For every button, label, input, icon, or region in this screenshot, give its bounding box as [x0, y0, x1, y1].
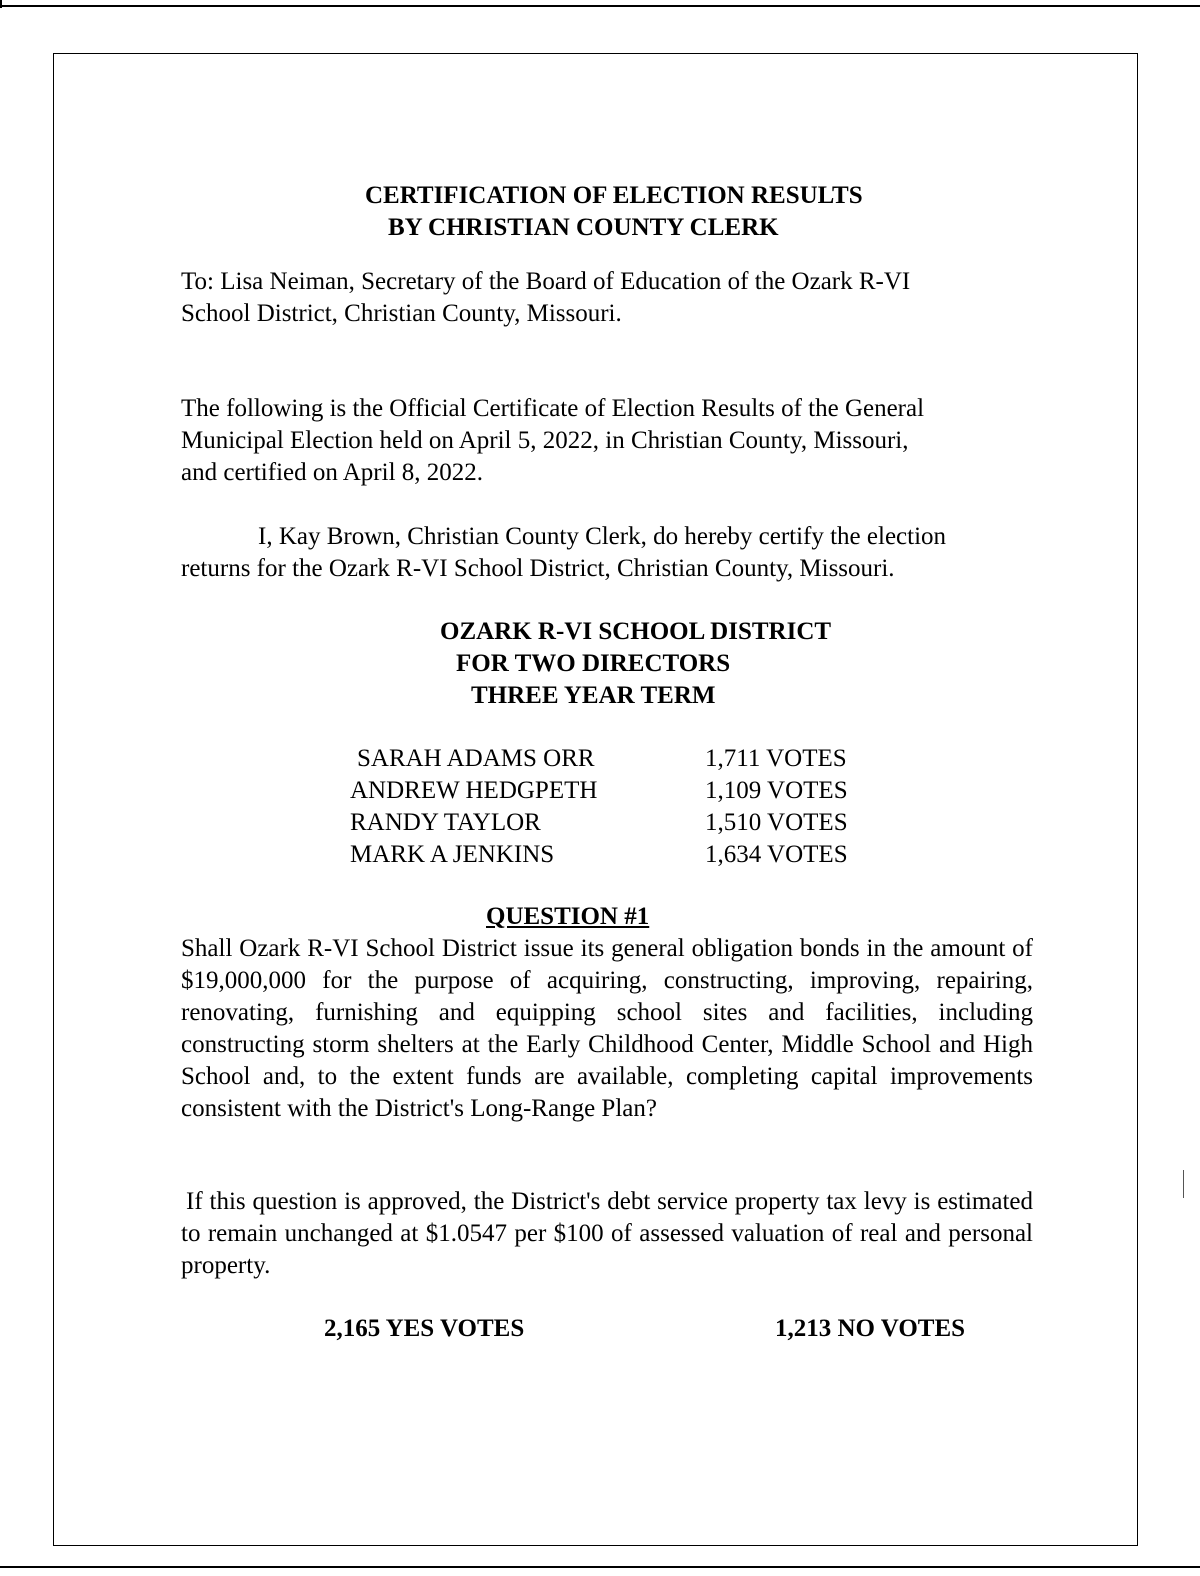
- no-votes-total: 1,213 NO VOTES: [775, 1315, 966, 1342]
- scan-edge-top: [0, 5, 1200, 7]
- scan-artifact-tick: [1183, 1170, 1184, 1198]
- intro-line-1: The following is the Official Certificate of Election Results of the General: [181, 395, 925, 422]
- intro-line-2: Municipal Election held on April 5, 2022, in Christian County, Missouri,: [181, 427, 909, 454]
- question-note: If this question is approved, the District's debt service property tax levy is estimated to remain unchanged at $1.0547 per $100 of assessed valuation of real and personal property.: [181, 1188, 1033, 1279]
- document-title-line-2: BY CHRISTIAN COUNTY CLERK: [388, 214, 779, 241]
- certify-line-2: returns for the Ozark R-VI School District, Christian County, Missouri.: [181, 555, 895, 582]
- scan-edge-mark: [0, 0, 8, 8]
- certify-line-1: I, Kay Brown, Christian County Clerk, do hereby certify the election: [258, 523, 947, 550]
- race-heading-line-1: OZARK R-VI SCHOOL DISTRICT: [440, 618, 832, 645]
- addressee-line-1: To: Lisa Neiman, Secretary of the Board of Education of the Ozark R-VI: [181, 268, 911, 295]
- scan-edge-bottom: [0, 1566, 1200, 1568]
- addressee-line-2: School District, Christian County, Missouri.: [181, 300, 622, 327]
- intro-line-3: and certified on April 8, 2022.: [181, 459, 484, 486]
- document-title-line-1: CERTIFICATION OF ELECTION RESULTS: [365, 182, 863, 209]
- candidate-name: ANDREW HEDGPETH: [350, 777, 598, 804]
- race-heading-line-3: THREE YEAR TERM: [471, 682, 716, 709]
- candidate-votes: 1,109 VOTES: [705, 777, 848, 804]
- candidate-name: SARAH ADAMS ORR: [357, 745, 595, 772]
- question-text: Shall Ozark R-VI School District issue its general obligation bonds in the amount of $19,000,000 for the purpose of acquiring, constructing, improving, repairing, renovating, furnishing and equipping school sites and facilities, including constructing storm shelters at the Early Childhood Center, Middle School and High School and, to the extent funds are available, completing capital improvements consistent with the District's Long-Range Plan?: [181, 935, 1033, 1122]
- candidate-votes: 1,711 VOTES: [705, 745, 847, 772]
- candidate-name: MARK A JENKINS: [350, 841, 555, 868]
- candidate-votes: 1,510 VOTES: [705, 809, 848, 836]
- candidate-name: RANDY TAYLOR: [350, 809, 541, 836]
- race-heading-line-2: FOR TWO DIRECTORS: [456, 650, 731, 677]
- candidate-votes: 1,634 VOTES: [705, 841, 848, 868]
- yes-votes-total: 2,165 YES VOTES: [324, 1315, 525, 1342]
- question-heading: QUESTION #1: [486, 903, 650, 930]
